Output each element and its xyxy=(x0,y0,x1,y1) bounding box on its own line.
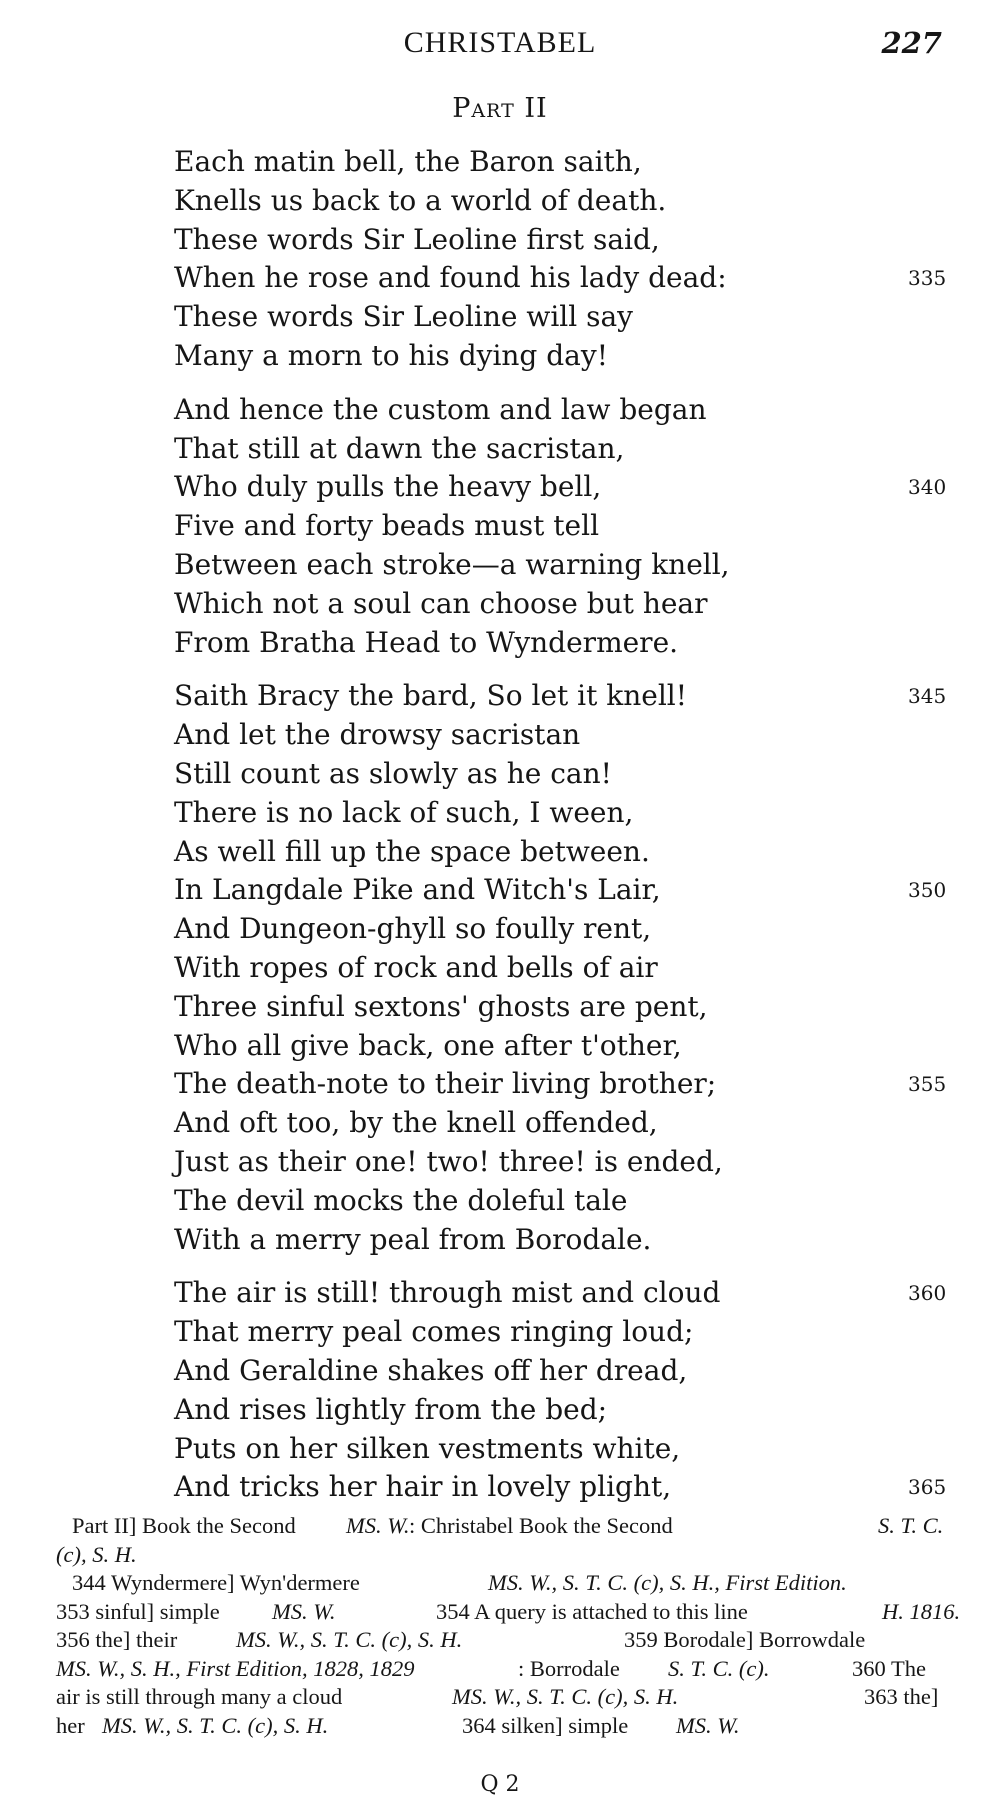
note-text: 353 sinful] simple xyxy=(56,1598,220,1624)
note-text: 344 Wyndermere] Wyn'dermere xyxy=(72,1570,360,1595)
verse-line xyxy=(174,259,974,298)
footnote-line xyxy=(56,1598,961,1627)
line-number: 360 xyxy=(908,1281,947,1306)
stanza xyxy=(174,1274,974,1507)
verse-line-text: These words Sir Leoline will say xyxy=(174,300,633,334)
verse-line-text: Three sinful sextons' ghosts are pent, xyxy=(174,989,708,1023)
verse-line-text: The air is still! through mist and cloud xyxy=(174,1276,721,1310)
verse-line-text: Who all give back, one after t'other, xyxy=(174,1028,682,1062)
note-text: her xyxy=(56,1712,85,1738)
stanza xyxy=(174,677,974,1259)
footnote-line xyxy=(56,1683,954,1712)
note-text: 363 the] xyxy=(864,1684,939,1709)
note-text: Part II] Book the Second xyxy=(72,1513,296,1538)
footnote-line xyxy=(56,1655,954,1684)
verse-line xyxy=(174,430,974,469)
verse-line-text: From Bratha Head to Wyndermere. xyxy=(174,625,679,659)
verse-line xyxy=(174,1468,974,1507)
note-text: H. 1816. xyxy=(882,1598,961,1624)
note-text: MS. W. xyxy=(676,1712,740,1738)
line-number: 355 xyxy=(908,1072,947,1097)
footnote-line xyxy=(56,1569,954,1598)
verse-line xyxy=(174,1313,974,1352)
footnote-line xyxy=(56,1512,954,1541)
verse-line xyxy=(174,755,974,794)
note-text: MS. W. xyxy=(346,1513,410,1538)
verse-line xyxy=(174,716,974,755)
stanza xyxy=(174,391,974,663)
footnote-line xyxy=(56,1626,954,1655)
verse-line xyxy=(174,1143,974,1182)
verse-line xyxy=(174,871,974,910)
verse-line xyxy=(174,337,974,376)
verse-line xyxy=(174,1182,974,1221)
verse-line-text: That merry peal comes ringing loud; xyxy=(174,1315,694,1349)
verse-line-text: Knells us back to a world of death. xyxy=(174,183,667,217)
verse-line-text: Each matin bell, the Baron saith, xyxy=(174,145,642,178)
note-text: MS. W., S. T. C. (c), S. H. xyxy=(102,1712,329,1738)
note-text: : Borrodale xyxy=(518,1655,620,1681)
verse-line-text: There is no lack of such, I ween, xyxy=(174,795,634,829)
verse-line xyxy=(174,546,974,585)
note-text: : Christabel Book the Second xyxy=(409,1513,673,1538)
line-number: 350 xyxy=(908,878,947,903)
verse-line-text: Still count as slowly as he can! xyxy=(174,756,612,790)
note-text: MS. W., S. T. C. (c), S. H. xyxy=(452,1684,679,1709)
verse-line-text: In Langdale Pike and Witch's Lair, xyxy=(174,873,661,907)
note-text: MS. W. xyxy=(272,1598,336,1624)
footnote-line xyxy=(56,1541,954,1570)
signature-mark: Q 2 xyxy=(480,1772,520,1797)
verse-line-text: With ropes of rock and bells of air xyxy=(174,950,658,984)
verse-line-text: That still at dawn the sacristan, xyxy=(174,431,625,465)
verse-line-text: With a merry peal from Borodale. xyxy=(174,1222,652,1256)
verse-line xyxy=(174,794,974,833)
verse-line-text: Which not a soul can choose but hear xyxy=(174,586,708,620)
line-number: 340 xyxy=(908,475,947,500)
verse-line xyxy=(174,1391,974,1430)
verse-line xyxy=(174,677,974,716)
verse-line xyxy=(174,624,974,663)
verse-line xyxy=(174,298,974,337)
line-number: 335 xyxy=(908,266,947,291)
verse-line-text: Between each stroke—a warning knell, xyxy=(174,547,730,581)
page-number: 227 xyxy=(881,26,942,60)
verse-line xyxy=(174,988,974,1027)
verse-line-text: Saith Bracy the bard, So let it knell! xyxy=(174,679,688,713)
note-text: MS. W., S. H., First Edition, 1828, 1829 xyxy=(56,1655,415,1681)
poem-text xyxy=(174,143,974,1522)
verse-line xyxy=(174,910,974,949)
verse-line xyxy=(174,1430,974,1469)
verse-line-text: And let the drowsy sacristan xyxy=(174,718,581,752)
note-text: MS. W., S. T. C. (c), S. H., First Edition. xyxy=(488,1570,847,1595)
note-text: air is still through many a cloud xyxy=(56,1684,343,1709)
note-text: S. T. C. (c). xyxy=(668,1655,770,1681)
footnotes xyxy=(56,1512,961,1740)
verse-line-text: And oft too, by the knell offended, xyxy=(174,1106,658,1140)
note-text: (c), S. H. xyxy=(56,1541,137,1567)
note-text: 354 A query is attached to this line xyxy=(436,1598,748,1624)
stanza xyxy=(174,143,974,376)
verse-line-text: Many a morn to his dying day! xyxy=(174,338,608,372)
verse-line xyxy=(174,1274,974,1313)
note-text: 360 The xyxy=(852,1655,926,1681)
verse-line-text: Just as their one! two! three! is ended, xyxy=(174,1144,723,1178)
note-text: 364 silken] simple xyxy=(462,1712,629,1738)
note-text: MS. W., S. T. C. (c), S. H. xyxy=(236,1627,463,1652)
verse-line xyxy=(174,468,974,507)
verse-line-text: The death-note to their living brother; xyxy=(174,1067,717,1101)
verse-line xyxy=(174,1104,974,1143)
verse-line-text: As well fill up the space between. xyxy=(174,834,650,868)
verse-line xyxy=(174,833,974,872)
verse-line-text: Five and forty beads must tell xyxy=(174,509,600,543)
note-text: 356 the] their xyxy=(56,1627,178,1652)
verse-line-text: And hence the custom and law began xyxy=(174,392,707,426)
verse-line-text: And Dungeon-ghyll so foully rent, xyxy=(174,912,652,946)
line-number: 365 xyxy=(908,1475,947,1500)
verse-line xyxy=(174,143,974,182)
note-text: 359 Borodale] Borrowdale xyxy=(624,1627,866,1652)
verse-line xyxy=(174,585,974,624)
line-number: 345 xyxy=(908,684,947,709)
part-heading: Part II xyxy=(452,93,548,124)
verse-line xyxy=(174,949,974,988)
verse-line xyxy=(174,182,974,221)
note-text: S. T. C. xyxy=(878,1513,944,1538)
verse-line xyxy=(174,1027,974,1066)
verse-line-text: And tricks her hair in lovely plight, xyxy=(174,1470,672,1504)
verse-line-text: The devil mocks the doleful tale xyxy=(174,1183,628,1217)
verse-line-text: Puts on her silken vestments white, xyxy=(174,1431,681,1465)
verse-line xyxy=(174,1221,974,1260)
verse-line xyxy=(174,391,974,430)
verse-line xyxy=(174,1352,974,1391)
verse-line-text: Who duly pulls the heavy bell, xyxy=(174,470,602,504)
verse-line-text: And Geraldine shakes off her dread, xyxy=(174,1353,688,1387)
verse-line-text: And rises lightly from the bed; xyxy=(174,1392,608,1426)
verse-line-text: These words Sir Leoline first said, xyxy=(174,222,660,256)
verse-line xyxy=(174,1065,974,1104)
running-title: CHRISTABEL xyxy=(403,26,597,59)
footnote-line xyxy=(56,1712,954,1741)
verse-line xyxy=(174,507,974,546)
verse-line xyxy=(174,221,974,260)
verse-line-text: When he rose and found his lady dead: xyxy=(174,261,727,295)
